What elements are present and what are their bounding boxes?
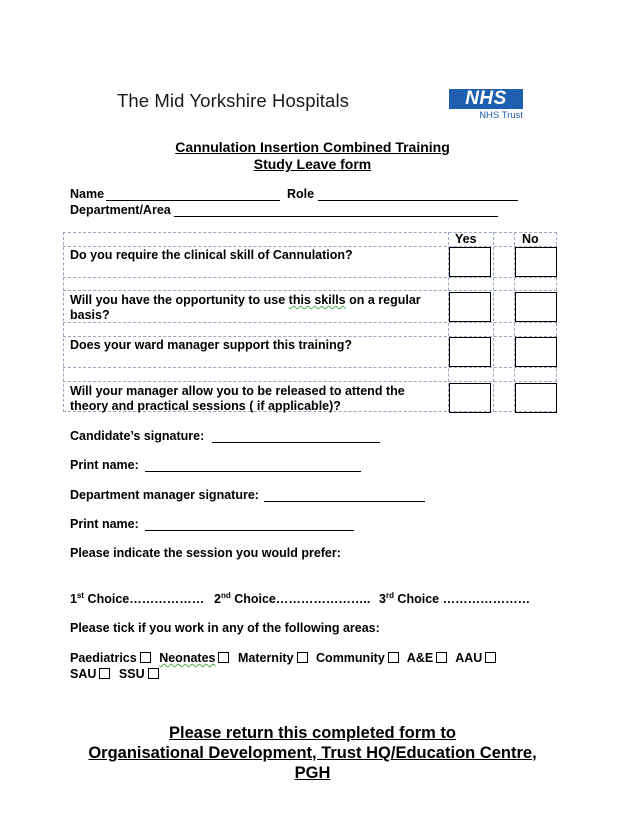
first-choice-field[interactable]: 1st Choice……………… xyxy=(70,591,205,607)
q3-no-checkbox[interactable] xyxy=(515,337,557,367)
role-field[interactable] xyxy=(318,199,518,201)
return-address: Organisational Development, Trust HQ/Education Centre, xyxy=(88,744,537,762)
areas-row-2 xyxy=(70,667,164,681)
q1-no-checkbox[interactable] xyxy=(515,247,557,277)
yes-header: Yes xyxy=(455,232,477,246)
q4-yes-checkbox[interactable] xyxy=(449,383,491,413)
table-divider xyxy=(63,381,557,382)
print-name-field[interactable] xyxy=(145,470,361,472)
manager-signature-label: Department manager signature: xyxy=(70,488,259,502)
nhs-logo: NHS xyxy=(449,89,523,109)
table-divider xyxy=(63,277,557,278)
name-field[interactable] xyxy=(106,199,280,201)
paediatrics-checkbox[interactable] xyxy=(140,652,151,663)
table-divider xyxy=(63,290,557,291)
print-name-label: Print name: xyxy=(70,517,139,531)
areas-prompt: Please tick if you work in any of the following areas: xyxy=(70,621,380,635)
area-label: SAU xyxy=(70,667,97,681)
organisation-name: The Mid Yorkshire Hospitals xyxy=(117,90,349,111)
return-instructions: Please return this completed form to xyxy=(169,724,456,742)
form-title: Cannulation Insertion Combined Training xyxy=(175,139,450,155)
form-subtitle: Study Leave form xyxy=(253,156,372,172)
print-name-field[interactable] xyxy=(145,529,354,531)
no-header: No xyxy=(522,232,539,246)
candidate-signature-field[interactable] xyxy=(212,441,380,443)
q4-no-checkbox[interactable] xyxy=(515,383,557,413)
area-label: SSU xyxy=(118,667,145,681)
role-label: Role xyxy=(287,187,315,201)
second-choice-field[interactable]: 2nd Choice………………….. xyxy=(214,591,371,607)
ssu-checkbox[interactable] xyxy=(148,668,159,679)
sau-checkbox[interactable] xyxy=(99,668,110,679)
q1-yes-checkbox[interactable] xyxy=(449,247,491,277)
question-3: Does your ward manager support this training? xyxy=(70,338,352,352)
return-address-site: PGH xyxy=(294,764,331,782)
q2-yes-checkbox[interactable] xyxy=(449,292,491,322)
area-label: Community xyxy=(316,651,385,665)
community-checkbox[interactable] xyxy=(388,652,399,663)
neonates-checkbox[interactable] xyxy=(218,652,229,663)
nhs-trust-label: NHS Trust xyxy=(479,110,523,121)
manager-signature-field[interactable] xyxy=(264,500,425,502)
areas-row-1 xyxy=(70,651,501,665)
question-2: Will you have the opportunity to use this skills on a regular basis? xyxy=(70,293,421,322)
aau-checkbox[interactable] xyxy=(485,652,496,663)
session-prompt: Please indicate the session you would prefer: xyxy=(70,546,341,560)
area-label: Maternity xyxy=(237,651,294,665)
area-label: Paediatrics xyxy=(70,651,137,665)
area-label: A&E xyxy=(406,651,434,665)
q3-yes-checkbox[interactable] xyxy=(449,337,491,367)
table-divider xyxy=(63,367,557,368)
question-1: Do you require the clinical skill of Cannulation? xyxy=(70,248,353,262)
maternity-checkbox[interactable] xyxy=(297,652,308,663)
ae-checkbox[interactable] xyxy=(436,652,447,663)
name-label: Name xyxy=(70,187,105,201)
question-4: Will your manager allow you to be released to attend the theory and practical sessions ( if applicable)? xyxy=(70,384,405,413)
department-field[interactable] xyxy=(174,215,498,217)
candidate-signature-label: Candidate’s signature: xyxy=(70,429,205,443)
third-choice-field[interactable]: 3rd Choice ………………… xyxy=(379,591,531,607)
area-label: Neonates xyxy=(159,651,216,665)
area-label: AAU xyxy=(455,651,483,665)
department-label: Department/Area xyxy=(70,203,171,217)
print-name-label: Print name: xyxy=(70,458,139,472)
q2-no-checkbox[interactable] xyxy=(515,292,557,322)
